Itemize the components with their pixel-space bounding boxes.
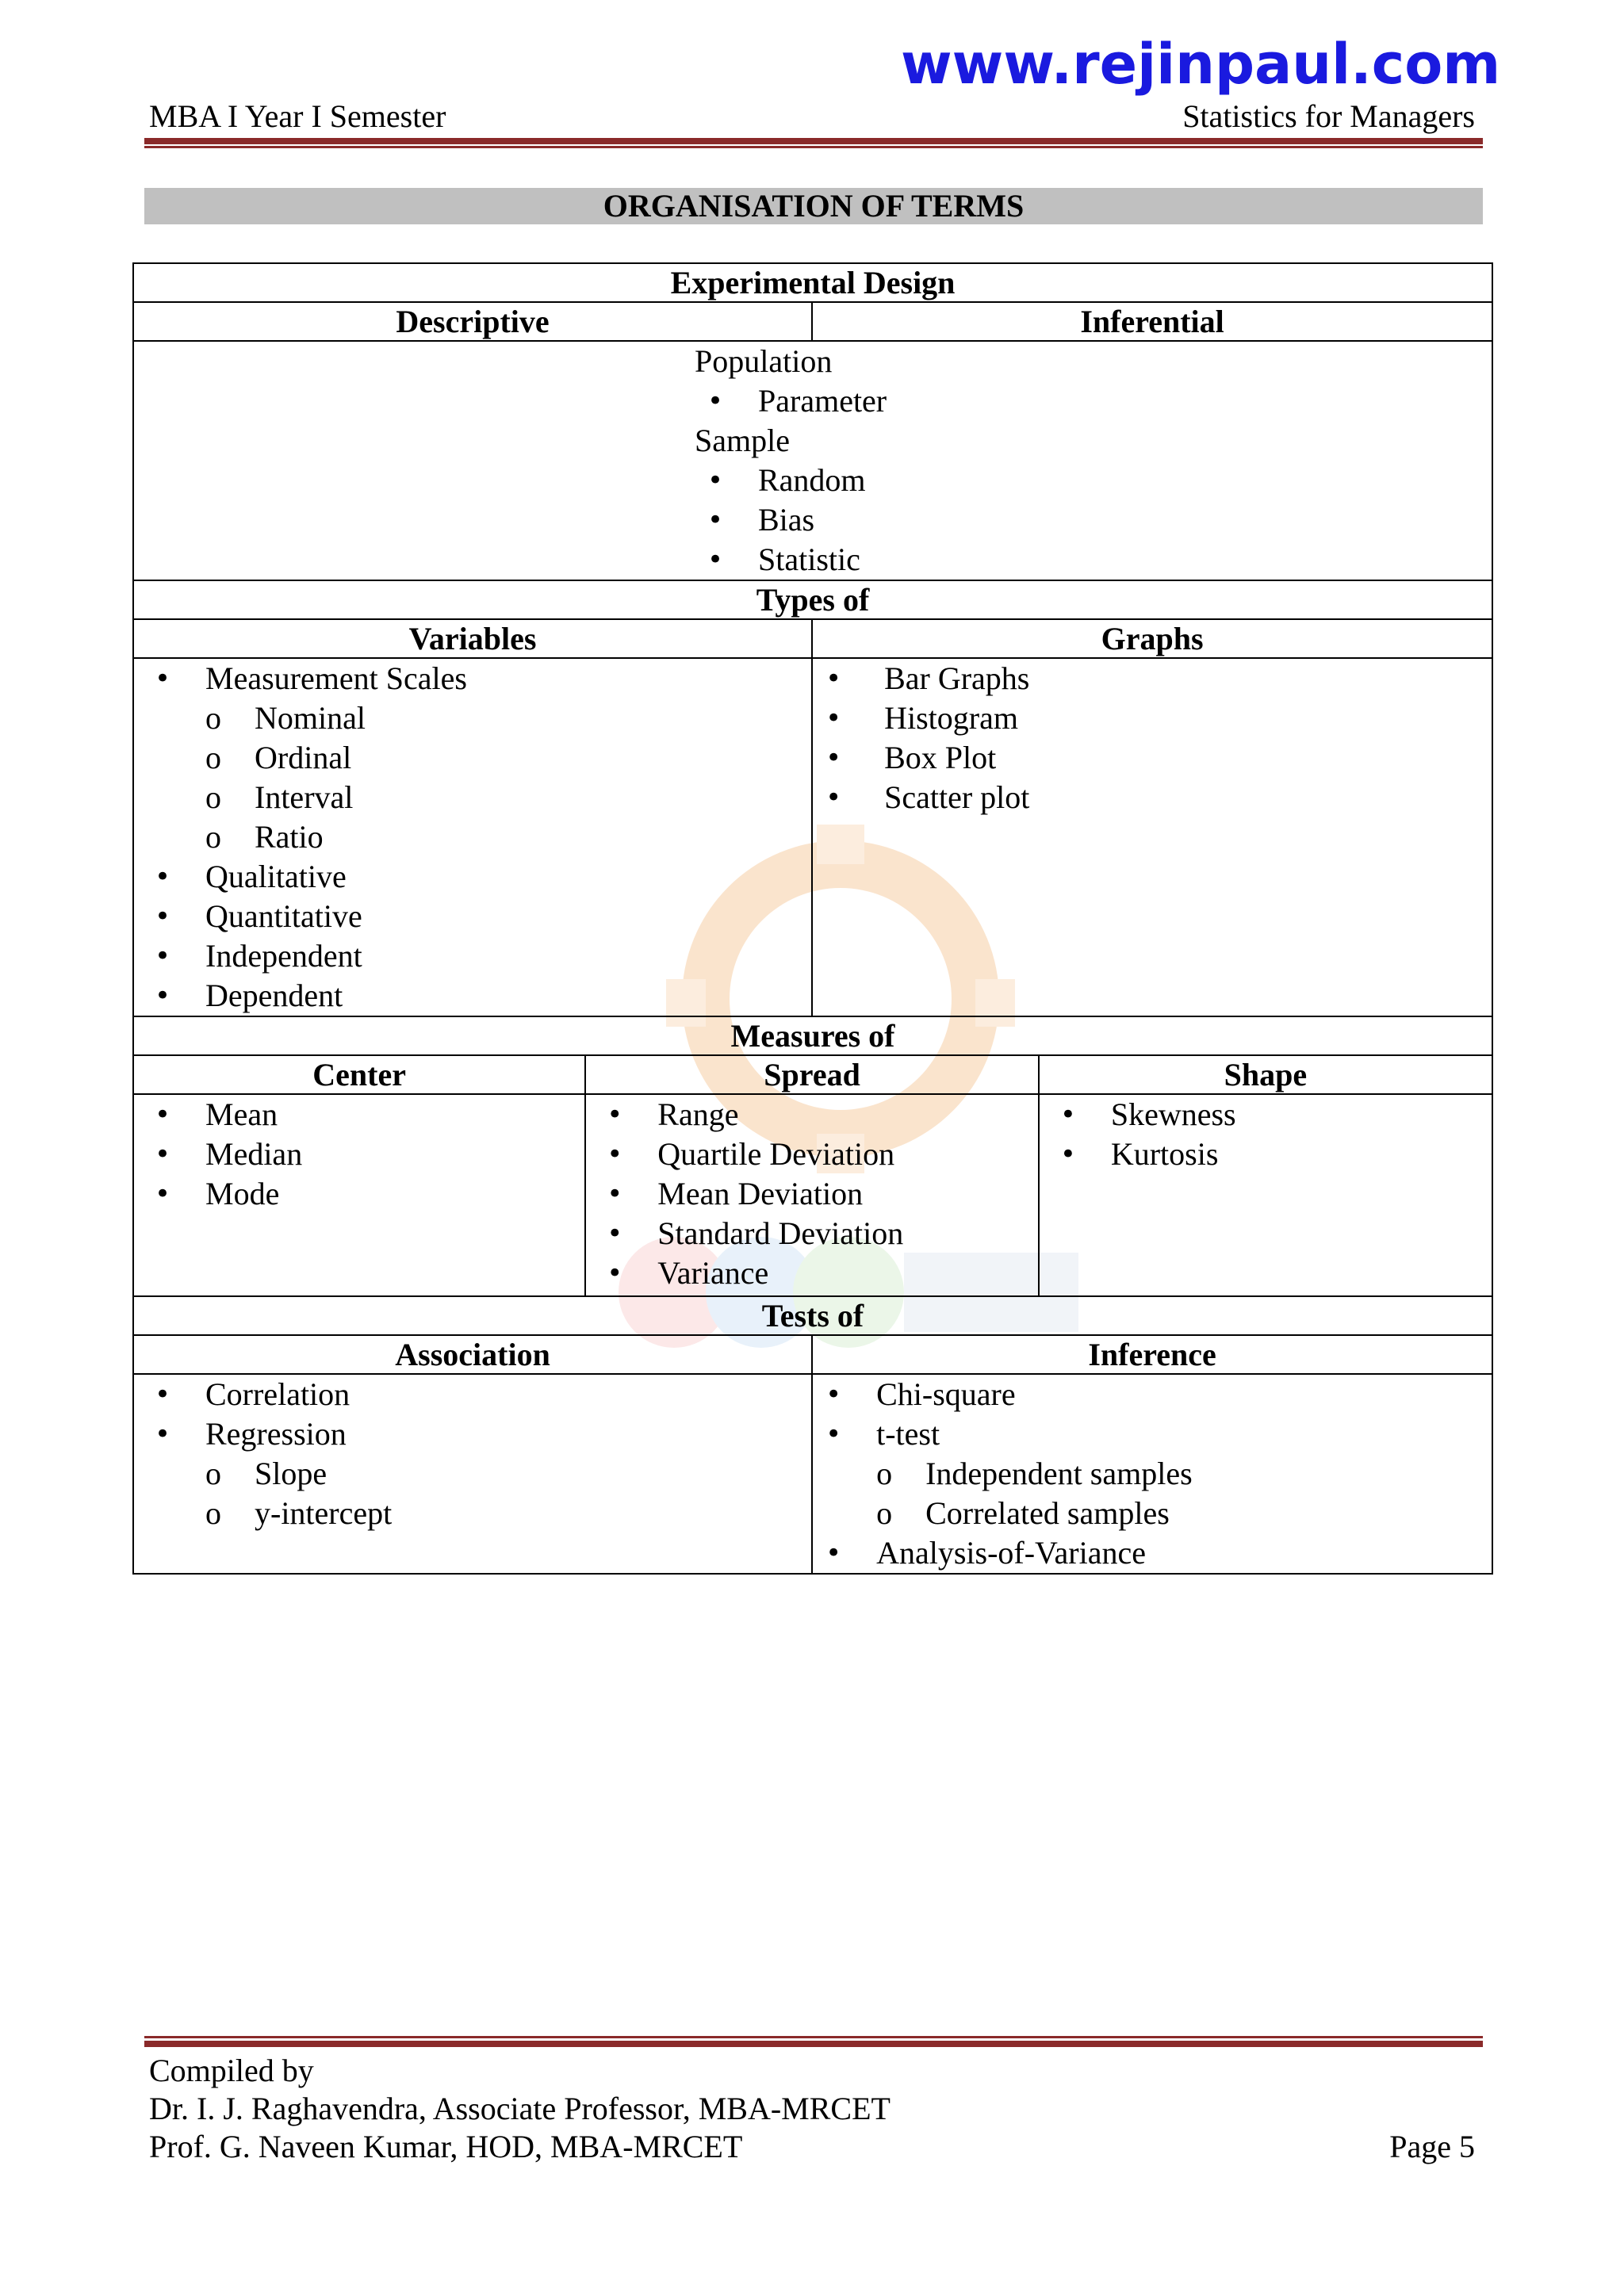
scale-item: o Nominal — [142, 698, 811, 738]
spread-item: • Standard Deviation — [594, 1214, 1038, 1253]
header-course: MBA I Year I Semester — [149, 98, 446, 134]
sample-item: • Bias — [695, 500, 1492, 540]
center-item: • Median — [142, 1135, 584, 1174]
footer-rule-thick — [144, 2041, 1483, 2047]
center-item: • Mean — [142, 1095, 584, 1135]
regression-subitem: o y-intercept — [142, 1494, 811, 1533]
inferential-heading: Inferential — [812, 302, 1492, 341]
t-test-subitem: o Independent samples — [813, 1454, 1492, 1494]
footer-compiled-by: Compiled by — [149, 2053, 314, 2088]
variables-cell — [133, 658, 812, 1016]
shape-list — [1048, 1095, 1492, 1174]
association-list — [142, 1375, 811, 1533]
t-test-subitem: o Correlated samples — [813, 1494, 1492, 1533]
scale-item: o Ratio — [142, 817, 811, 857]
graphs-list — [813, 659, 1492, 817]
center-item: • Mode — [142, 1174, 584, 1214]
inference-heading: Inference — [812, 1335, 1492, 1374]
variable-type-item: • Dependent — [142, 976, 811, 1016]
inference-cell — [812, 1374, 1492, 1574]
sample-label: Sample — [695, 423, 790, 458]
parameter-item: • Parameter — [695, 381, 1492, 421]
spread-item: • Range — [594, 1095, 1038, 1135]
tests-of-heading: Tests of — [133, 1296, 1492, 1335]
header-subject: Statistics for Managers — [1182, 98, 1475, 134]
page-number: Page 5 — [1389, 2129, 1475, 2164]
spread-item: • Mean Deviation — [594, 1174, 1038, 1214]
measures-of-heading: Measures of — [133, 1016, 1492, 1055]
descriptive-heading: Descriptive — [133, 302, 812, 341]
spread-heading: Spread — [585, 1055, 1039, 1094]
population-label: Population — [695, 343, 833, 379]
variable-type-item: • Quantitative — [142, 897, 811, 936]
regression-subitem: o Slope — [142, 1454, 811, 1494]
graph-item: • Bar Graphs — [813, 659, 1492, 698]
shape-heading: Shape — [1039, 1055, 1492, 1094]
graphs-cell — [812, 658, 1492, 1016]
footer-author-2: Prof. G. Naveen Kumar, HOD, MBA-MRCET — [149, 2129, 743, 2164]
variable-type-item: • Qualitative — [142, 857, 811, 897]
header-rule-thin — [144, 146, 1483, 148]
organisation-table — [132, 262, 1493, 1575]
association-heading: Association — [133, 1335, 812, 1374]
scale-item: o Ordinal — [142, 738, 811, 778]
shape-item: • Kurtosis — [1048, 1135, 1492, 1174]
spread-list — [594, 1095, 1038, 1293]
association-cell — [133, 1374, 812, 1574]
inference-list — [813, 1375, 1492, 1573]
center-heading: Center — [133, 1055, 585, 1094]
graphs-heading: Graphs — [812, 619, 1492, 658]
footer-rule-thin — [144, 2036, 1483, 2038]
anova-item: • Analysis-of-Variance — [813, 1533, 1492, 1573]
sample-item: • Statistic — [695, 540, 1492, 580]
spread-item: • Variance — [594, 1253, 1038, 1293]
graph-item: • Histogram — [813, 698, 1492, 738]
shape-item: • Skewness — [1048, 1095, 1492, 1135]
site-url[interactable]: www.rejinpaul.com — [901, 32, 1501, 97]
shape-cell — [1039, 1094, 1492, 1296]
scale-item: o Interval — [142, 778, 811, 817]
variables-list — [142, 659, 811, 1016]
center-list — [142, 1095, 584, 1214]
header-rule-thick — [144, 138, 1483, 144]
chi-square-item: • Chi-square — [813, 1375, 1492, 1414]
graph-item: • Scatter plot — [813, 778, 1492, 817]
regression-item: • Regression — [142, 1414, 811, 1454]
spread-cell — [585, 1094, 1039, 1296]
types-of-heading: Types of — [133, 580, 1492, 619]
spread-item: • Quartile Deviation — [594, 1135, 1038, 1174]
sample-item: • Random — [695, 461, 1492, 500]
measurement-scales-item: • Measurement Scales — [142, 659, 811, 698]
center-cell — [133, 1094, 585, 1296]
population-sample-cell — [133, 341, 1492, 580]
population-sample-list — [695, 342, 1492, 580]
variable-type-item: • Independent — [142, 936, 811, 976]
variables-heading: Variables — [133, 619, 812, 658]
graph-item: • Box Plot — [813, 738, 1492, 778]
section-title: ORGANISATION OF TERMS — [144, 188, 1483, 224]
correlation-item: • Correlation — [142, 1375, 811, 1414]
t-test-item: • t-test — [813, 1414, 1492, 1454]
footer-author-1: Dr. I. J. Raghavendra, Associate Professor, MBA-MRCET — [149, 2091, 891, 2126]
experimental-design-heading: Experimental Design — [133, 263, 1492, 302]
